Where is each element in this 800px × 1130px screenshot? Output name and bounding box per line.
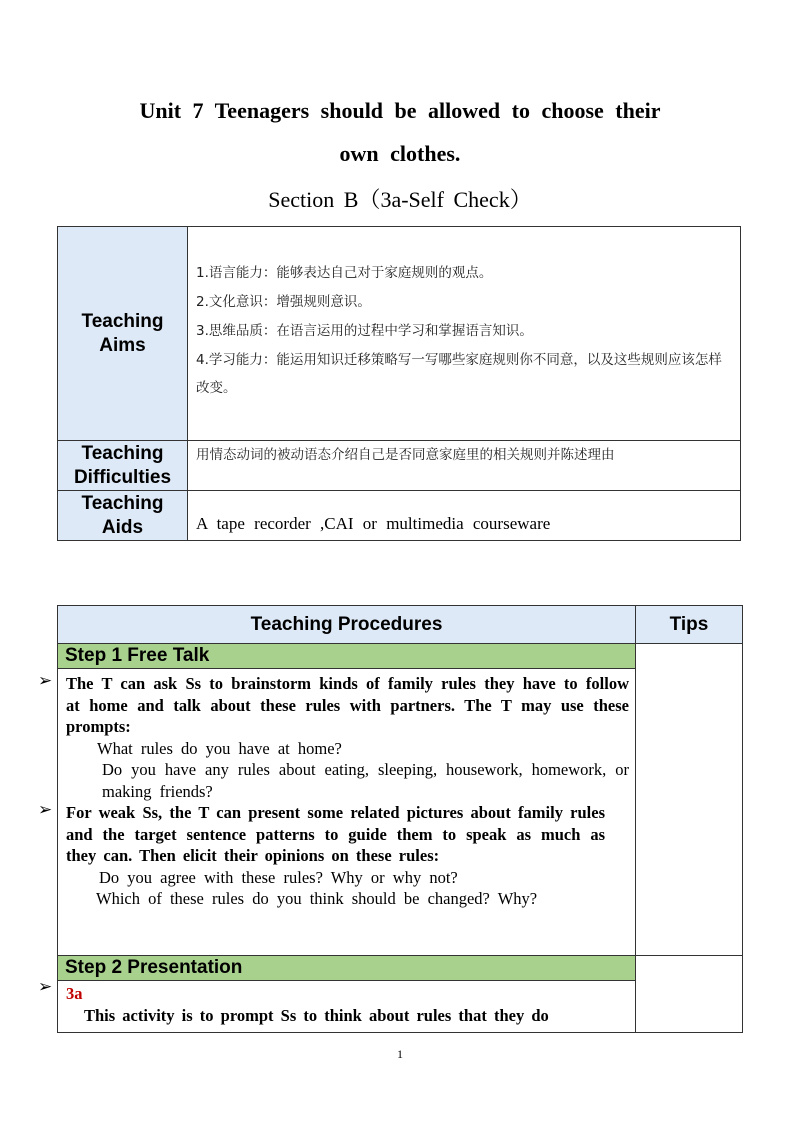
step2-title: Step 2 Presentation <box>58 956 636 981</box>
aim-item: 3.思维品质：在语言运用的过程中学习和掌握语言知识。 <box>196 323 533 339</box>
aims-label: Teaching Aims <box>58 227 188 441</box>
step2-text: This activity is to prompt Ss to think about rules that they do <box>84 1005 549 1025</box>
step1-title: Step 1 Free Talk <box>58 644 636 669</box>
difficulties-label: Teaching Difficulties <box>58 441 188 491</box>
step1-body <box>58 669 636 956</box>
step1-prompt1: What rules do you have at home? <box>97 738 342 758</box>
procedures-table <box>57 605 743 1033</box>
step1-paragraph1: The T can ask Ss to brainstorm kinds of family rules they have to follow at home and talk about these rules with partners. The T may use these prompts: <box>66 674 629 736</box>
step1-paragraph2: For weak Ss, the T can present some related pictures about family rules and the target sentence patterns to guide them to speak as much as they can. Then elicit their opinions on these rules: <box>66 803 605 865</box>
procedures-header: Teaching Procedures <box>58 606 636 644</box>
aim-item: 4.学习能力：能运用知识迁移策略写一写哪些家庭规则你不同意，以及这些规则应该怎样改变。 <box>196 352 722 396</box>
section-title: Section B（3a-Self Check） <box>268 187 532 212</box>
bullet-arrow-icon: ➢ <box>38 671 53 691</box>
step2-label: 3a <box>66 984 83 1003</box>
step1-prompt2: Do you have any rules about eating, sleeping, housework, homework, or making friends? <box>102 760 629 801</box>
page-title-line1: Unit 7 Teenagers should be allowed to choose their <box>139 98 661 123</box>
step1-prompt4: Which of these rules do you think should be changed? Why? <box>96 889 538 908</box>
step2-tips-cell <box>636 956 743 1033</box>
bullet-arrow-icon: ➢ <box>38 800 53 820</box>
tips-header: Tips <box>636 606 743 644</box>
step1-prompt3: Do you agree with these rules? Why or why not? <box>99 867 458 887</box>
bullet-arrow-icon: ➢ <box>38 977 53 997</box>
page-title-line2: own clothes. <box>339 141 461 166</box>
page-number: 1 <box>397 1047 403 1061</box>
aim-item: 1.语言能力：能够表达自己对于家庭规则的观点。 <box>196 265 493 281</box>
step2-body <box>58 981 636 1033</box>
info-table <box>57 226 741 541</box>
aids-cell <box>188 491 741 541</box>
aids-label: Teaching Aids <box>58 491 188 541</box>
difficulties-cell <box>188 441 741 491</box>
difficulties-text: 用情态动词的被动语态介绍自己是否同意家庭里的相关规则并陈述理由 <box>196 447 615 463</box>
aim-item: 2.文化意识：增强规则意识。 <box>196 294 371 310</box>
aims-cell <box>188 227 741 441</box>
step1-tips-cell <box>636 644 743 956</box>
aids-text: A tape recorder ,CAI or multimedia courseware <box>196 514 551 533</box>
